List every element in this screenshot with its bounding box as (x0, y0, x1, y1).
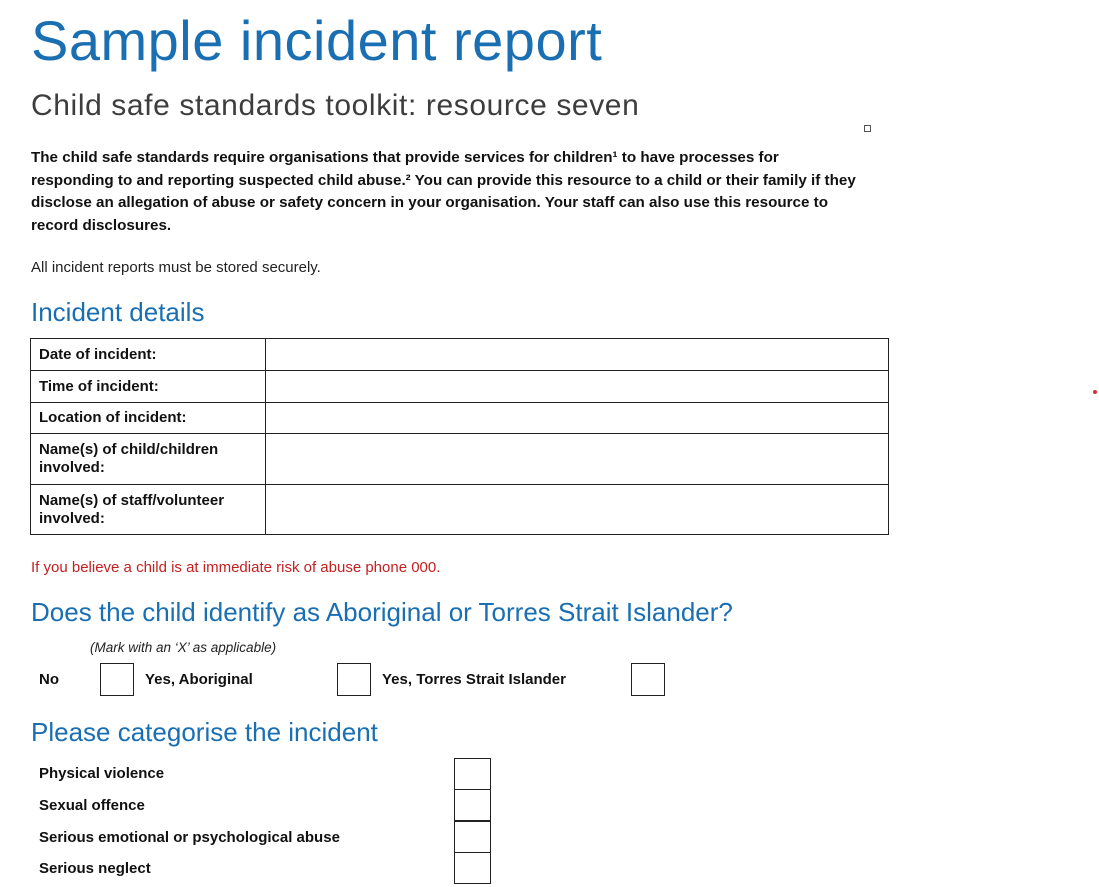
option-no-checkbox[interactable] (100, 663, 134, 696)
option-torres-strait-label: Yes, Torres Strait Islander (382, 671, 566, 688)
location-field[interactable] (266, 403, 889, 434)
category-emotional-abuse-checkbox[interactable] (454, 821, 491, 853)
category-sexual-offence-checkbox[interactable] (454, 789, 491, 821)
categorise-heading: Please categorise the incident (31, 717, 378, 747)
row-label: Location of incident: (31, 403, 266, 434)
time-field[interactable] (266, 371, 889, 403)
row-label: Name(s) of staff/volunteer involved: (31, 485, 266, 535)
category-physical-violence-label: Physical violence (39, 765, 165, 782)
anchor-marker (864, 125, 871, 132)
category-emotional-abuse-label: Serious emotional or psychological abuse (39, 829, 340, 846)
storage-note: All incident reports must be stored securely. (31, 259, 321, 276)
category-neglect-checkbox[interactable] (454, 852, 491, 884)
option-torres-strait-checkbox[interactable] (631, 663, 665, 696)
category-physical-violence-checkbox[interactable] (454, 758, 491, 790)
staff-names-field[interactable] (266, 485, 889, 535)
table-row (31, 434, 889, 485)
category-sexual-offence-label: Sexual offence (39, 797, 145, 814)
incident-details-table (30, 338, 889, 535)
mark-instruction: (Mark with an ‘X’ as applicable) (90, 640, 277, 655)
table-row (31, 371, 889, 403)
document-title: Sample incident report (31, 9, 603, 72)
document-subtitle: Child safe standards toolkit: resource seven (31, 89, 640, 122)
table-row (31, 339, 889, 371)
table-row (31, 403, 889, 434)
option-aboriginal-label: Yes, Aboriginal (145, 671, 253, 688)
red-dot-marker (1093, 390, 1097, 394)
row-label: Time of incident: (31, 371, 266, 403)
date-field[interactable] (266, 339, 889, 371)
table-row (31, 485, 889, 535)
category-neglect-label: Serious neglect (39, 860, 151, 877)
intro-paragraph: The child safe standards require organisations that provide services for children¹ to have processes for responding to and reporting suspected child abuse.² You can provide this resource to a child or their family if they disclose an allegation of abuse or safety concern in your organisation. Your staff can also use this resource to record disclosures. (31, 149, 856, 235)
row-label: Date of incident: (31, 339, 266, 371)
option-aboriginal-checkbox[interactable] (337, 663, 371, 696)
option-no-label: No (39, 671, 59, 688)
emergency-warning: If you believe a child is at immediate risk of abuse phone 000. (31, 559, 441, 576)
incident-details-heading: Incident details (31, 297, 205, 327)
aboriginal-heading: Does the child identify as Aboriginal or Torres Strait Islander? (31, 597, 733, 627)
row-label: Name(s) of child/children involved: (31, 434, 266, 485)
children-names-field[interactable] (266, 434, 889, 485)
